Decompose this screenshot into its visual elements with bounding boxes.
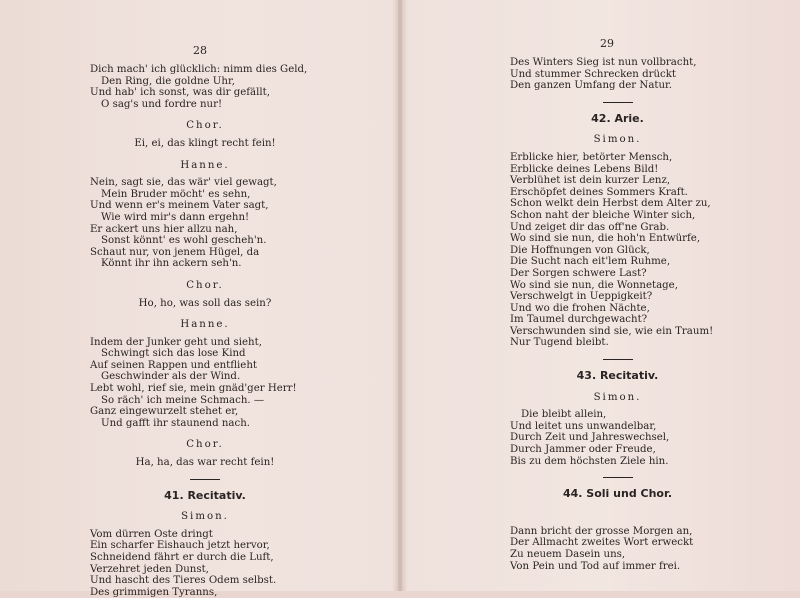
- verse-line: Sonst könnt' es wohl gescheh'n.: [101, 235, 267, 247]
- speaker-name: Hanne.: [180, 159, 230, 171]
- verse-line: Schaut nur, von jenem Hügel, da: [90, 246, 260, 258]
- verse-line: Und hab' ich sonst, was dir gefällt,: [90, 87, 270, 99]
- verse-block: [510, 57, 725, 92]
- verse-line: Erblicke deines Lebens Bild!: [510, 163, 659, 175]
- verse-line: Verblühet ist dein kurzer Lenz,: [510, 175, 671, 187]
- verse-line: Zu neuem Dasein uns,: [510, 549, 626, 560]
- speaker-name: Chor.: [186, 279, 224, 291]
- verse-line: O sag's und fordre nur!: [101, 98, 223, 110]
- verse-line: Und wo die frohen Nächte,: [510, 302, 650, 314]
- verse-block: [510, 409, 725, 467]
- verse-line: Erblicke hier, betörter Mensch,: [510, 151, 673, 163]
- verse-line: Die Hoffnungen von Glück,: [510, 244, 650, 256]
- verse-line: Und zeiget dir das off'ne Grab.: [510, 221, 670, 233]
- verse-line: Dann bricht der grosse Morgen an,: [510, 525, 693, 537]
- section-heading: 42. Arie.: [591, 111, 644, 125]
- verse-line: Wie wird mir's dann ergehn!: [101, 211, 250, 223]
- section-heading: 44. Soli und Chor.: [562, 487, 673, 501]
- section-divider: [603, 359, 633, 360]
- page-number: 29: [600, 37, 614, 50]
- verse-block: [510, 526, 725, 572]
- section-divider: [190, 479, 220, 480]
- verse-block: [90, 337, 320, 430]
- verse-line: Vom dürren Oste dringt: [90, 528, 213, 540]
- verse-line: Die bleibt allein,: [521, 409, 607, 421]
- verse-line: So räch' ich meine Schmach. —: [101, 394, 265, 406]
- verse-line: Den Ring, die goldne Uhr,: [101, 75, 235, 87]
- verse-line: Verschwunden sind sie, wie ein Traum!: [510, 325, 714, 337]
- verse-line: Dich mach' ich glücklich: nimm dies Geld,: [90, 64, 308, 75]
- speaker-name: Simon.: [181, 511, 229, 523]
- verse-line: Und gafft ihr staunend nach.: [101, 417, 251, 429]
- verse-block: [90, 529, 320, 598]
- verse-line: Und hascht des Tieres Odem selbst.: [90, 575, 277, 587]
- verse-line: Wo sind sie nun, die Wonnetage,: [510, 279, 678, 291]
- verse-line: Durch Jammer oder Freude,: [510, 444, 656, 456]
- verse-line: Und leitet uns unwandelbar,: [510, 420, 657, 432]
- left-page: [0, 0, 398, 598]
- verse-line: Schon welkt dein Herbst dem Alter zu,: [510, 198, 711, 210]
- verse-line: Und wenn er's meinem Vater sagt,: [90, 200, 269, 212]
- verse-line: Verzehret jeden Dunst,: [90, 563, 209, 575]
- verse-line: Schwingt sich das lose Kind: [101, 348, 246, 360]
- verse-line: Ho, ho, was soll das sein?: [138, 297, 272, 309]
- verse-line: Geschwinder als der Wind.: [101, 371, 241, 383]
- speaker-name: Chor.: [186, 120, 224, 132]
- speaker-name: Simon.: [593, 134, 642, 146]
- verse-line: Verschwelgt in Ueppigkeit?: [510, 291, 653, 303]
- page-text: [90, 64, 320, 598]
- section-heading: 41. Recitativ.: [164, 488, 246, 502]
- verse-line: Nur Tugend bleibt.: [510, 337, 609, 349]
- verse-line: Erschöpfet deines Sommers Kraft.: [510, 186, 688, 198]
- verse-block: [90, 64, 320, 110]
- verse-block: [510, 152, 725, 349]
- verse-line: Und stummer Schrecken drückt: [510, 68, 677, 80]
- verse-line: Ein scharfer Eishauch jetzt hervor,: [90, 540, 270, 552]
- section-divider: [603, 477, 633, 478]
- verse-line: Mein Bruder möcht' es sehn,: [101, 188, 251, 200]
- verse-line: Ha, ha, das war recht fein!: [135, 457, 275, 469]
- verse-line: Des Winters Sieg ist nun vollbracht,: [510, 57, 697, 68]
- verse-block: [90, 138, 320, 150]
- right-page: [402, 0, 800, 591]
- verse-line: Wo sind sie nun, die hoh'n Entwürfe,: [510, 233, 701, 245]
- verse-line: Der Sorgen schwere Last?: [510, 267, 647, 279]
- verse-line: Könnt ihr ihn ackern seh'n.: [101, 258, 242, 270]
- verse-block: [90, 177, 320, 270]
- verse-line: Im Taumel durchgewacht?: [510, 314, 648, 326]
- verse-line: Indem der Junker geht und sieht,: [90, 336, 262, 348]
- verse-line: Durch Zeit und Jahreswechsel,: [510, 432, 670, 444]
- section-heading: 43. Recitativ.: [576, 369, 659, 383]
- verse-line: Bis zu dem höchsten Ziele hin.: [510, 455, 669, 467]
- verse-line: Des grimmigen Tyranns,: [90, 586, 218, 598]
- verse-line: Auf seinen Rappen und entflieht: [90, 359, 257, 371]
- page-text: [510, 57, 725, 572]
- page-number: 28: [193, 44, 207, 57]
- speaker-name: Chor.: [186, 439, 224, 451]
- verse-line: Von Pein und Tod auf immer frei.: [510, 560, 681, 572]
- verse-line: Schon naht der bleiche Winter sich,: [510, 209, 696, 221]
- speaker-name: Simon.: [593, 391, 642, 403]
- verse-line: Der Allmacht zweites Wort erweckt: [510, 537, 694, 549]
- verse-line: Er ackert uns hier allzu nah,: [90, 223, 238, 235]
- verse-line: Den ganzen Umfang der Natur.: [510, 80, 673, 92]
- verse-block: [90, 457, 320, 469]
- section-divider: [603, 102, 633, 103]
- speaker-name: Hanne.: [180, 319, 230, 331]
- verse-block: [90, 298, 320, 310]
- verse-line: Nein, sagt sie, das wär' viel gewagt,: [90, 177, 277, 189]
- verse-line: Ei, ei, das klingt recht fein!: [134, 137, 276, 149]
- verse-line: Die Sucht nach eit'lem Ruhme,: [510, 256, 671, 268]
- verse-line: Lebt wohl, rief sie, mein gnäd'ger Herr!: [90, 383, 297, 395]
- verse-line: Schneidend fährt er durch die Luft,: [90, 552, 274, 563]
- verse-line: Ganz eingewurzelt stehet er,: [90, 406, 239, 418]
- spacer: [510, 506, 725, 526]
